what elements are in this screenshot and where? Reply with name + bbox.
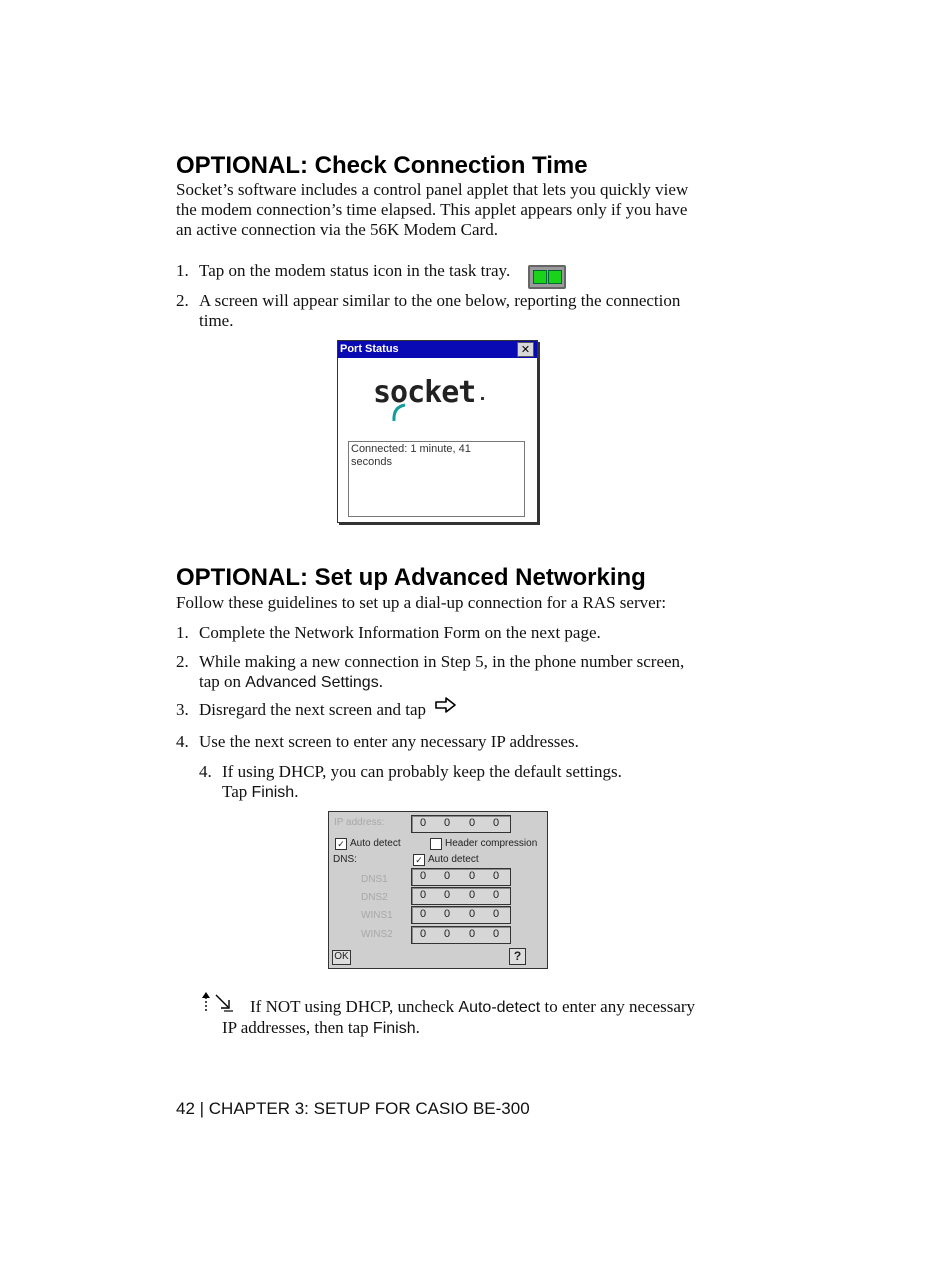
step-text-part: tap on	[199, 672, 246, 691]
dns2-field[interactable]	[411, 887, 511, 905]
step-text: Disregard the next screen and tap	[199, 700, 427, 719]
logo-dot	[481, 397, 484, 400]
heading-advanced-networking: OPTIONAL: Set up Advanced Networking	[176, 564, 646, 591]
socket-logo: socket	[373, 375, 476, 410]
wins1-label: WINS1	[361, 910, 393, 921]
octet: 0	[493, 870, 500, 882]
octet: 0	[493, 928, 500, 940]
dns1-field[interactable]	[411, 868, 511, 886]
status-line: seconds	[351, 456, 392, 468]
intro-line: the modem connection’s time elapsed. This applet appears only if you have	[176, 200, 688, 219]
step-number: 1.	[176, 261, 189, 280]
substep-number: 4.	[199, 762, 212, 781]
octet: 0	[469, 908, 476, 920]
octet: 0	[469, 928, 476, 940]
dns-auto-detect-label: Auto detect	[428, 854, 479, 865]
substep-text-part: .	[294, 782, 299, 801]
step-number: 2.	[176, 652, 189, 671]
octet: 0	[469, 889, 476, 901]
step-number: 4.	[176, 732, 189, 751]
octet: 0	[493, 908, 500, 920]
next-arrow-icon	[435, 696, 457, 714]
step-text	[199, 652, 684, 693]
octet: 0	[469, 870, 476, 882]
octet: 0	[420, 908, 427, 920]
header-compression-label: Header compression	[445, 838, 538, 849]
auto-detect-label: Auto detect	[350, 838, 401, 849]
substep-line: If using DHCP, you can probably keep the default settings.	[222, 762, 622, 781]
status-line: Connected: 1 minute, 41	[351, 443, 471, 455]
octet: 0	[444, 889, 451, 901]
substep-text-part: Tap	[222, 782, 252, 801]
note-text-part: to enter any necessary	[540, 997, 696, 1016]
section1-intro	[176, 180, 688, 240]
octet: 0	[420, 870, 427, 882]
auto-detect-ui-label: Auto-detect	[458, 999, 541, 1016]
auto-detect-checkbox[interactable]: ✓	[335, 838, 347, 850]
octet: 0	[444, 908, 451, 920]
step-line: A screen will appear similar to the one below, reporting the connection	[199, 291, 681, 310]
note-text-part: IP addresses, then tap	[222, 1018, 373, 1037]
ip-settings-panel	[328, 811, 548, 969]
page-footer: 42 | CHAPTER 3: SETUP FOR CASIO BE-300	[176, 1099, 530, 1118]
wins2-field[interactable]	[411, 926, 511, 944]
dns-auto-detect-checkbox[interactable]: ✓	[413, 854, 425, 866]
note-text-part: .	[415, 1018, 420, 1037]
octet: 0	[444, 870, 451, 882]
step-line	[199, 672, 684, 693]
ok-button[interactable]: OK	[332, 950, 351, 965]
advanced-settings-ui-label: Advanced Settings	[245, 674, 379, 691]
ip-address-label: IP address:	[334, 817, 385, 828]
close-icon[interactable]: ✕	[517, 342, 534, 357]
wins2-label: WINS2	[361, 929, 393, 940]
octet: 0	[469, 817, 476, 829]
dns1-label: DNS1	[361, 874, 388, 885]
step-number: 3.	[176, 700, 189, 719]
dhcp-note	[222, 997, 712, 1039]
substep-text	[222, 762, 622, 803]
help-button[interactable]: ?	[509, 948, 526, 965]
step-text	[199, 291, 680, 331]
intro-line: an active connection via the 56K Modem Card.	[176, 220, 498, 239]
step-text: Use the next screen to enter any necessary IP addresses.	[199, 732, 579, 751]
finish-ui-label: Finish	[372, 1020, 416, 1037]
step-number: 1.	[176, 623, 189, 642]
substep-line	[222, 782, 622, 803]
ip-address-field[interactable]	[411, 815, 511, 833]
octet: 0	[420, 889, 427, 901]
step-line: time.	[199, 311, 234, 330]
note-text-part: If NOT using DHCP, uncheck	[250, 997, 459, 1016]
header-compression-checkbox[interactable]	[430, 838, 442, 850]
section2-intro: Follow these guidelines to set up a dial-up connection for a RAS server:	[176, 593, 667, 612]
dns-label: DNS:	[333, 854, 357, 865]
connection-status-box	[348, 441, 525, 517]
octet: 0	[444, 817, 451, 829]
step-text: Tap on the modem status icon in the task tray.	[199, 261, 511, 280]
octet: 0	[493, 817, 500, 829]
port-status-window	[337, 340, 538, 523]
wins1-field[interactable]	[411, 906, 511, 924]
intro-line: Socket’s software includes a control panel applet that lets you quickly view	[176, 180, 689, 199]
note-line	[222, 997, 712, 1018]
step-number: 2.	[176, 291, 189, 310]
octet: 0	[444, 928, 451, 940]
socket-logo-swoosh	[390, 403, 408, 423]
heading-check-connection-time: OPTIONAL: Check Connection Time	[176, 152, 588, 179]
finish-ui-label: Finish	[251, 784, 295, 801]
note-line	[222, 1018, 712, 1039]
step-text-part: .	[378, 672, 383, 691]
step-text: Complete the Network Information Form on the next page.	[199, 623, 601, 642]
step-line: While making a new connection in Step 5, in the phone number screen,	[199, 652, 685, 671]
modem-status-icon	[528, 265, 566, 289]
dns2-label: DNS2	[361, 892, 388, 903]
window-title: Port Status	[338, 341, 537, 358]
octet: 0	[420, 817, 427, 829]
octet: 0	[493, 889, 500, 901]
octet: 0	[420, 928, 427, 940]
